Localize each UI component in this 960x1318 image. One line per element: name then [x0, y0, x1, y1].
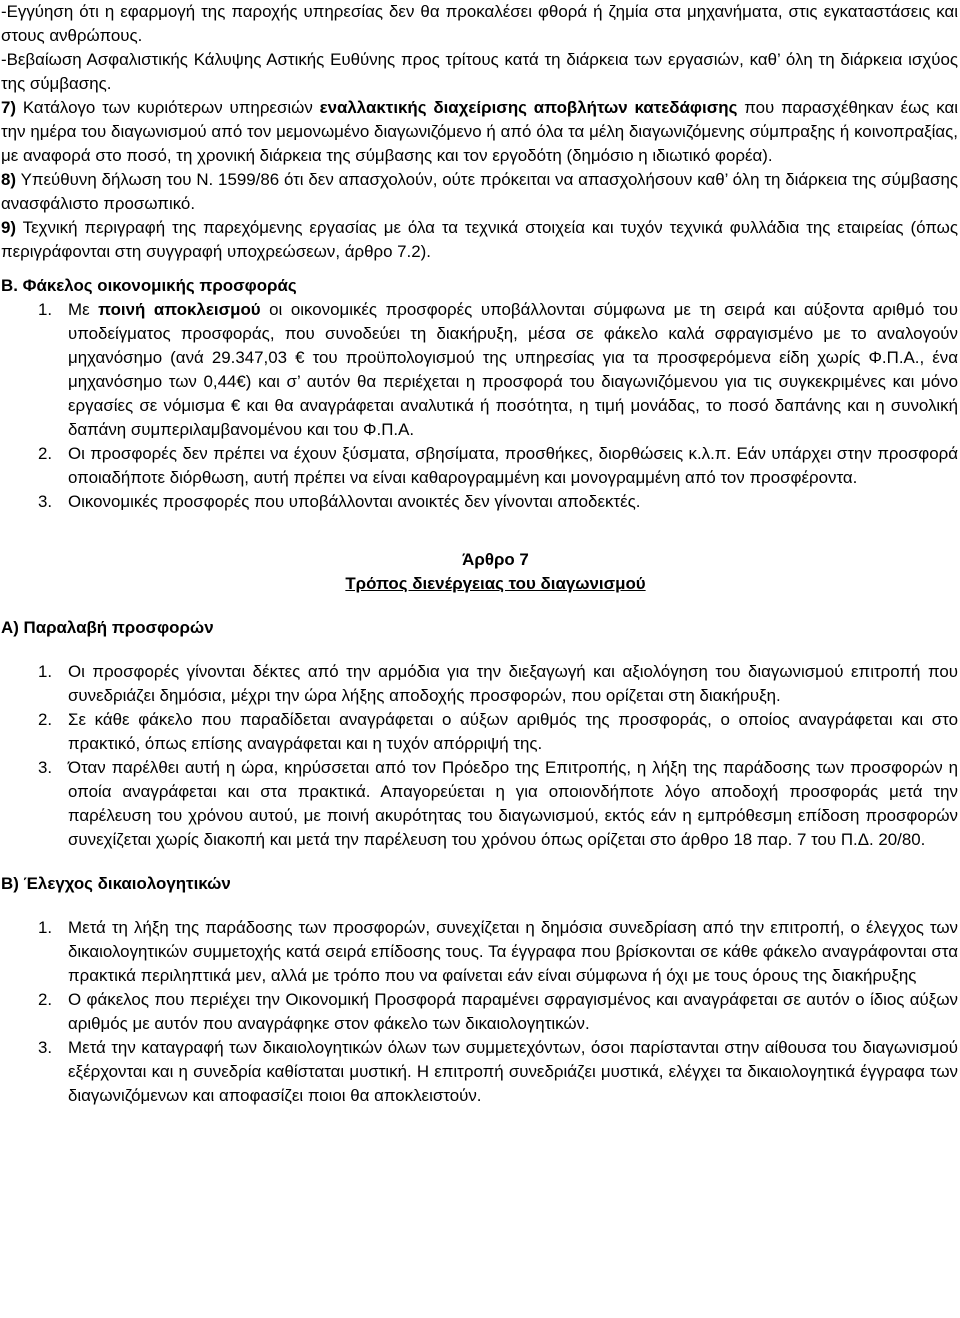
document-page [1, 0, 958, 1108]
section-c-item-2-text: Ο φάκελος που περιέχει την Οικονομική Προσφορά παραμένει σφραγισμένος και αναγράφεται σε αυτόν ο ίδιος αύξων αριθμός με αυτόν που αναγράφηκε στον φάκελο των δικαιολογητικών. [68, 990, 958, 1033]
section-a-item-1 [1, 660, 958, 708]
section-c-item-3-text: Μετά την καταγραφή των δικαιολογητικών όλων των συμμετεχόντων, όσοι παρίστανται στην αίθουσα του διαγωνισμού εξέρχονται και η συνεδρία καθίσταται μυστική. Η επιτροπή συνεδριάζει μυστικά, ελέγχει τα δικαιολογητικά έγγραφα των διαγωνιζόμενων και αποφασίζει ποιοι θα αποκλειστούν. [68, 1038, 958, 1105]
item-7-text-bold: εναλλακτικής διαχείρισης αποβλήτων κατεδάφισης [319, 98, 738, 117]
section-a-item-3-text: Όταν παρέλθει αυτή η ώρα, κηρύσσεται από τον Πρόεδρο της Επιτροπής, η λήξη της παράδοσης των προσφορών η οποία αναγράφεται και στα πρακτικά. Απαγορεύεται η για οποιονδήποτε λόγο αποδοχή προσφοράς μετά την παρέλευση του χρόνου αυτού, με ποινή ακυρότητας του διαγωνισμού, εκτός εάν η εμπρόθεσμη επίδοση προσφορών συνεχίζεται χωρίς διακοπή και μετά την παρέλευση του χρόνου όπως ορίζεται στο άρθρο 18 παρ. 7 του Π.Δ. 20/80. [68, 758, 958, 849]
section-c-item-1-text: Μετά τη λήξη της παράδοσης των προσφορών, συνεχίζεται η δημόσια συνεδρίαση από την επιτροπή, ο έλεγχος των δικαιολογητικών συμμετοχής κατά σειρά επίδοσης τους. Τα έγγραφα που βρίσκονται σε κάθε φάκελο αναγράφονται στα πρακτικά περιληπτικά μεν, αλλά με τρόπο που να φαίνεται εάν είναι σύμφωνα ή όχι με τους όρους της διακήρυξης [68, 918, 958, 985]
section-b-item-1-pre: Με [68, 300, 99, 319]
section-b-item-3-text: Οικονομικές προσφορές που υποβάλλονται ανοικτές δεν γίνονται αποδεκτές. [68, 492, 641, 511]
section-b-item-1 [1, 298, 958, 442]
section-c-item-1 [1, 916, 958, 988]
section-b-item-1-number: 1. [38, 300, 53, 319]
section-b-item-1-post: οι οικονομικές προσφορές υποβάλλονται σύμφωνα με τη σειρά και αύξοντα αριθμό του υποδείγματος προσφοράς, που συνοδεύει τη διακήρυξη, μέσα σε φάκελο καλά σφραγισμένο με το αναλογούν μηχανόσημο (ανά 29.347,03 € του προϋπολογισμού της υπηρεσίας για τα προσφερόμενα είδη χωρίς Φ.Π.Α., ένα μηχανόσημο των 0,44€) και σ’ αυτόν θα περιέχεται η προσφορά του διαγωνιζόμενου για τις συγκεκριμένες και μόνο εργασίες σε νόμισμα € και θα αναγράφεται αναλυτικά ή ποσότητα, η τιμή μονάδας, το ποσό δαπάνης και η συνολική δαπάνη συμπεριλαμβανομένου και του Φ.Π.Α. [68, 300, 958, 439]
section-c-item-2 [1, 988, 958, 1036]
item-8-number: 8) [1, 170, 17, 189]
item-7-number: 7) [1, 98, 17, 117]
item-9 [1, 216, 958, 264]
intro-paragraph-2: -Βεβαίωση Ασφαλιστικής Κάλυψης Αστικής Ευθύνης προς τρίτους κατά τη διάρκεια των εργασιών, καθ’ όλη τη διάρκεια ισχύος της σύμβασης. [1, 50, 958, 93]
section-c-item-3-number: 3. [38, 1038, 53, 1057]
section-a-item-3-number: 3. [38, 758, 53, 777]
article-title-block [1, 548, 958, 596]
section-b-heading: Β. Φάκελος οικονομικής προσφοράς [1, 276, 297, 295]
section-c-item-3 [1, 1036, 958, 1108]
section-b-item-2-text: Οι προσφορές δεν πρέπει να έχουν ξύσματα, σβησίματα, προσθήκες, διορθώσεις κ.λ.π. Εάν υπάρχει στην προσφορά οποιαδήποτε διόρθωση, αυτή πρέπει να είναι καθαρογραμμένη και μονογραμμένη από τον προσφέροντα. [68, 444, 958, 487]
item-7-text-pre: Κατάλογο των κυριότερων υπηρεσιών [16, 98, 320, 117]
section-a-item-1-text: Οι προσφορές γίνονται δέκτες από την αρμόδια για την διεξαγωγή και αξιολόγηση του διαγωνισμού επιτροπή που συνεδριάζει δημόσια, μέχρι την ώρα λήξης αποδοχής προσφορών, που ορίζεται στη διακήρυξη. [68, 662, 958, 705]
item-8 [1, 168, 958, 216]
article-title: Τρόπος διενέργειας του διαγωνισμού [345, 574, 646, 593]
section-a-heading: Α) Παραλαβή προσφορών [1, 618, 214, 637]
section-a-item-2-number: 2. [38, 710, 53, 729]
item-8-text: Υπεύθυνη δήλωση του Ν. 1599/86 ότι δεν απασχολούν, ούτε πρόκειται να απασχολήσουν καθ’ όλη τη διάρκεια της σύμβασης ανασφάλιστο προσωπικό. [1, 170, 958, 213]
section-c-heading: Β) Έλεγχος δικαιολογητικών [1, 874, 231, 893]
item-7 [1, 96, 958, 168]
section-b-item-2-number: 2. [38, 444, 53, 463]
section-b-item-3-number: 3. [38, 492, 53, 511]
section-a-item-2 [1, 708, 958, 756]
section-b-item-3 [1, 490, 958, 514]
item-7-text-post: που παρασχέθηκαν έως και την ημέρα του διαγωνισμού από τον μεμονωμένο διαγωνιζόμενο ή από όλα τα μέλη διαγωνιζόμενης σύμπραξης ή κοινοπραξίας, με αναφορά στο ποσό, τη χρονική διάρκεια της σύμβασης και τον εργοδότη (δημόσιο η ιδιωτικό φορέα). [1, 98, 958, 165]
section-b-item-2 [1, 442, 958, 490]
section-c-item-2-number: 2. [38, 990, 53, 1009]
section-a-item-1-number: 1. [38, 662, 53, 681]
item-9-number: 9) [1, 218, 17, 237]
intro-paragraph-1: -Εγγύηση ότι η εφαρμογή της παροχής υπηρεσίας δεν θα προκαλέσει φθορά ή ζημία στα μηχανήματα, στις εγκαταστάσεις και στους ανθρώπους. [1, 2, 958, 45]
article-label: Άρθρο 7 [462, 550, 529, 569]
item-9-text: Τεχνική περιγραφή της παρεχόμενης εργασίας με όλα τα τεχνικά στοιχεία και τυχόν τεχνικά φυλλάδια της εταιρείας (όπως περιγράφονται στη συγγραφή υποχρεώσεων, άρθρο 7.2). [1, 218, 958, 261]
section-c-item-1-number: 1. [38, 918, 53, 937]
section-a-item-2-text: Σε κάθε φάκελο που παραδίδεται αναγράφεται ο αύξων αριθμός της προσφοράς, ο οποίος αναγράφεται και στο πρακτικό, όπως επίσης αναγράφεται και η τυχόν απόρριψή της. [68, 710, 958, 753]
section-a-item-3 [1, 756, 958, 852]
section-b-item-1-bold: ποινή αποκλεισμού [98, 300, 261, 319]
